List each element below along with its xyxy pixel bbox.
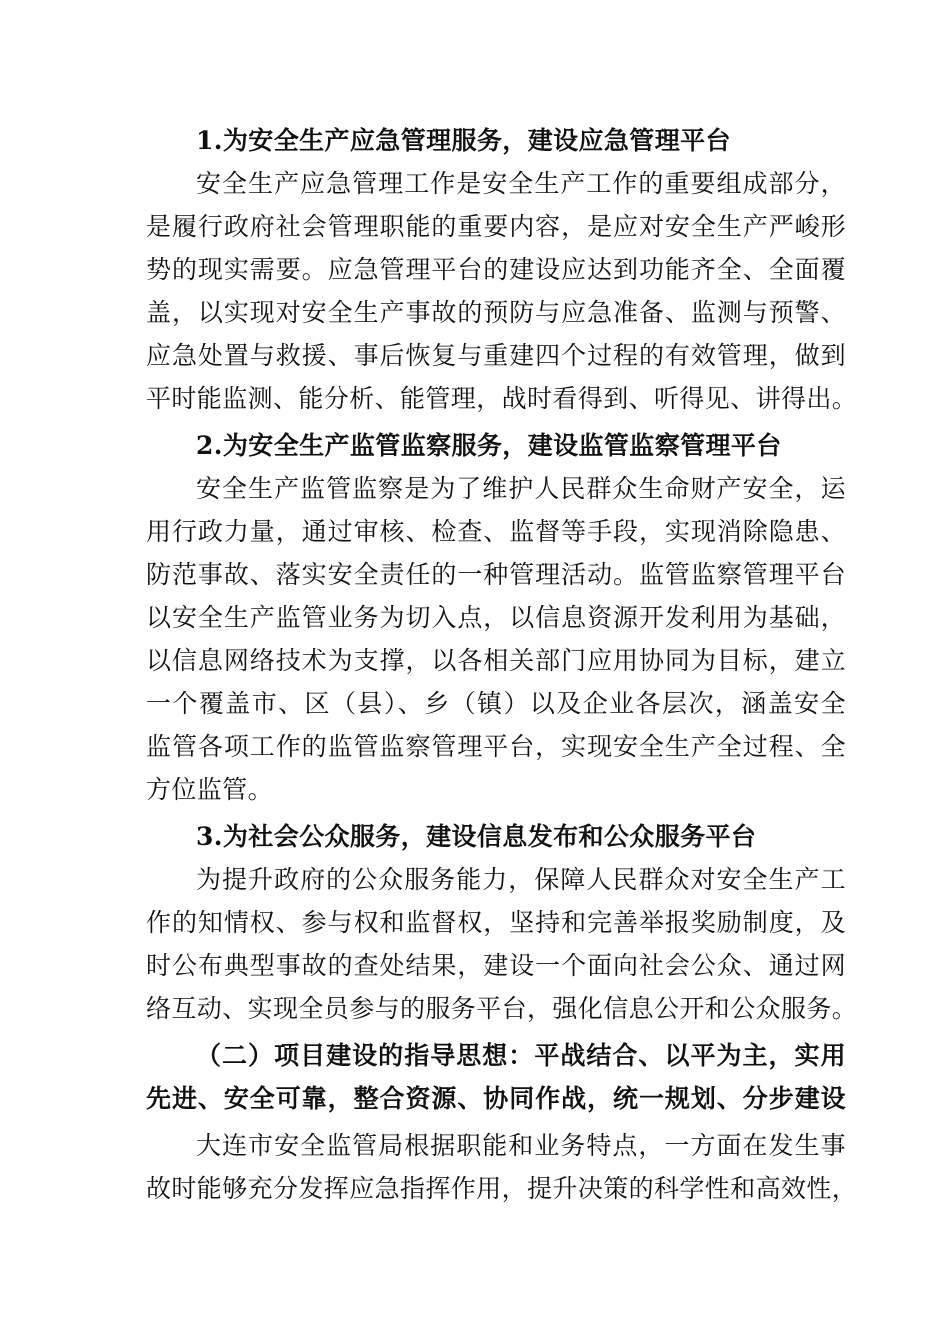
paragraph-line: 防范事故、落实安全责任的一种管理活动。监管监察管理平台 (146, 560, 846, 589)
paragraph-line: 盖，以实现对安全生产事故的预防与应急准备、监测与预警、 (146, 298, 846, 327)
paragraph-line: 安全生产监管监察是为了维护人民群众生命财产安全，运 (196, 474, 846, 503)
paragraph-line: 监管各项工作的监管监察管理平台，实现安全生产全过程、全 (146, 732, 846, 761)
paragraph-line: 用行政力量，通过审核、检查、监督等手段，实现消除隐患、 (146, 517, 846, 546)
section-heading-guiding-idea: （二）项目建设的指导思想：平战结合、以平为主，实用 (196, 1041, 846, 1070)
paragraph-line: 方位监管。 (146, 775, 274, 804)
paragraph-line: 安全生产应急管理工作是安全生产工作的重要组成部分， (196, 169, 846, 198)
section-heading-2: 2.为安全生产监管监察服务，建设监管监察管理平台 (196, 431, 782, 460)
paragraph-line: 时公布典型事故的查处结果，建设一个面向社会公众、通过网 (146, 951, 846, 980)
paragraph-line: 以信息网络技术为支撑，以各相关部门应用协同为目标，建立 (146, 646, 846, 675)
paragraph-line: 为提升政府的公众服务能力，保障人民群众对安全生产工 (196, 865, 846, 894)
section-heading-3: 3.为社会公众服务，建设信息发布和公众服务平台 (196, 822, 757, 851)
paragraph-line: 以安全生产监管业务为切入点，以信息资源开发利用为基础， (146, 603, 846, 632)
paragraph-line: 作的知情权、参与权和监督权，坚持和完善举报奖励制度，及 (146, 908, 846, 937)
paragraph-line: 一个覆盖市、区（县）、乡（镇）以及企业各层次，涵盖安全 (146, 689, 846, 718)
paragraph-line: 平时能监测、能分析、能管理，战时看得到、听得见、讲得出。 (146, 384, 858, 413)
paragraph-line: 应急处置与救援、事后恢复与重建四个过程的有效管理，做到 (146, 341, 846, 370)
paragraph-line: 故时能够充分发挥应急指挥作用，提升决策的科学性和高效性， (146, 1174, 858, 1203)
paragraph-line: 是履行政府社会管理职能的重要内容，是应对安全生产严峻形 (146, 212, 846, 241)
paragraph-line: 势的现实需要。应急管理平台的建设应达到功能齐全、全面覆 (146, 255, 846, 284)
section-heading-1: 1.为安全生产应急管理服务，建设应急管理平台 (196, 126, 731, 155)
paragraph-line: 大连市安全监管局根据职能和业务特点，一方面在发生事 (196, 1131, 846, 1160)
section-heading-guiding-idea-cont: 先进、安全可靠，整合资源、协同作战，统一规划、分步建设 (146, 1084, 846, 1113)
paragraph-line: 络互动、实现全员参与的服务平台，强化信息公开和公众服务。 (146, 994, 858, 1023)
